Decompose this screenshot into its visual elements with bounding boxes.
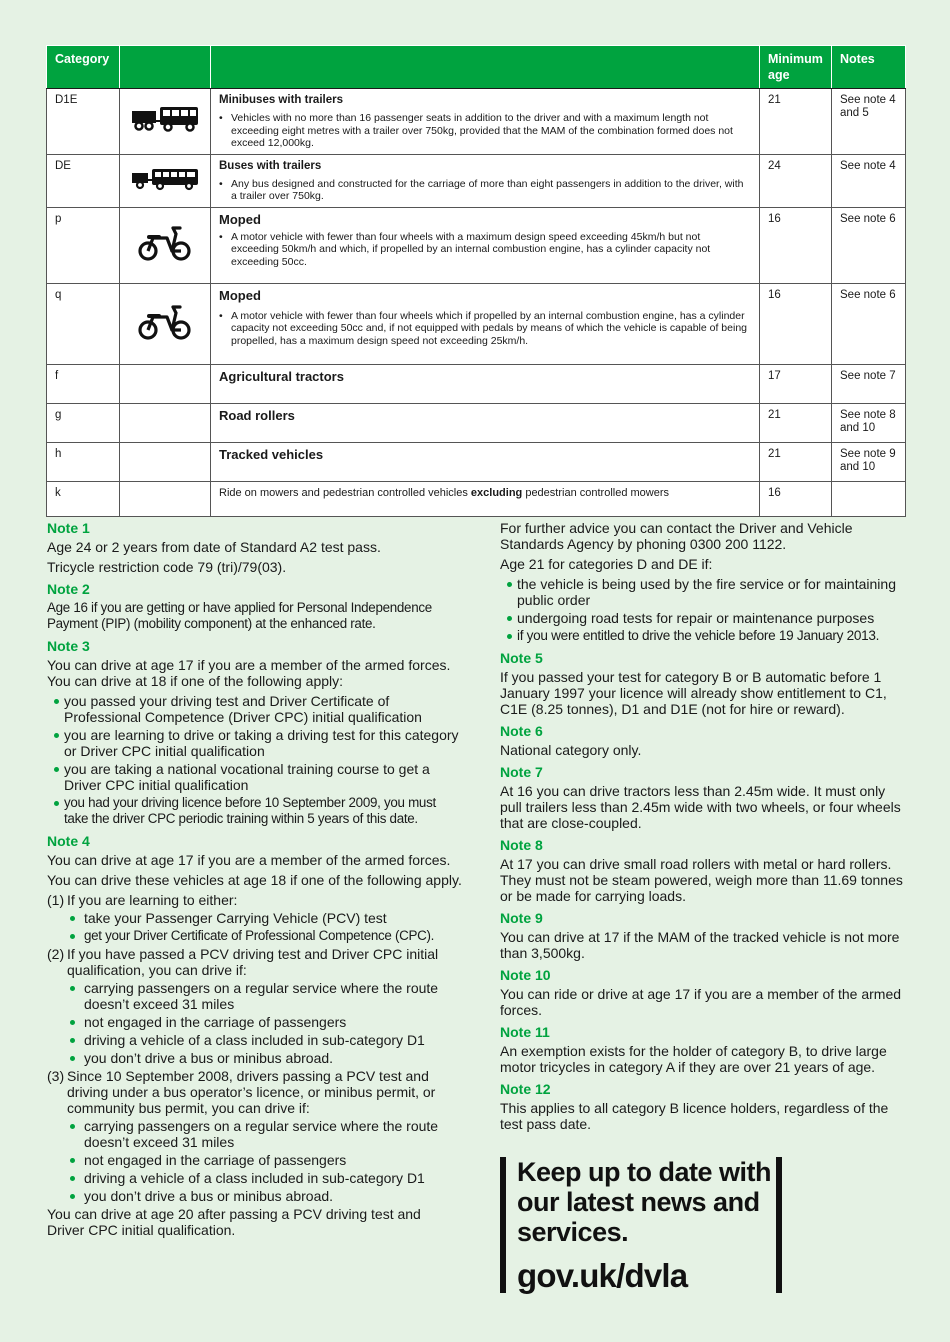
note-text: This applies to all category B licence holders, regardless of the test pass date. [500,1100,889,1132]
description-title: Tracked vehicles [219,446,324,462]
numbered-item [47,946,462,978]
table-row [47,207,906,283]
note-heading: Note 9 [500,910,543,926]
bullet-item: you are learning to drive or taking a driving test for this category or Driver CPC initial qualification [47,727,462,759]
note-text: Age 21 for categories D and DE if: [500,556,713,572]
sub-bullet-item: not engaged in the carriage of passengers [47,1014,462,1030]
note-heading: Note 5 [500,650,543,666]
minimum-age: 17 [760,364,832,403]
note-heading: Note 2 [47,581,90,597]
vehicle-icon-cell [120,207,211,283]
promo-box [500,1157,782,1293]
note-heading: Note 11 [500,1024,550,1040]
description-text: pedestrian controlled mowers [522,486,670,499]
category-code: h [47,442,120,481]
minimum-age: 16 [760,207,832,283]
category-description [211,207,760,283]
vehicle-category-table [46,45,906,517]
description-emphasis: excluding [470,486,523,499]
note-text: You can drive at age 20 after passing a PCV driving test and Driver CPC initial qualification. [47,1206,421,1238]
note-heading: Note 6 [500,723,543,739]
description-title: Minibuses with trailers [219,94,343,106]
note-text: At 16 you can drive tractors less than 2.45m wide. It must only pull trailers less than 2.45m wide with two wheels, or four wheels that are close-coupled. [500,783,901,831]
bus-trailer-icon [130,167,200,191]
category-code: k [47,481,120,516]
minimum-age: 24 [760,154,832,207]
category-code: q [47,283,120,364]
header-minimum-age: Minimum age [760,46,832,89]
notes-reference: See note 4 [832,154,906,207]
vehicle-icon-cell [120,403,211,442]
note-text: For further advice you can contact the Driver and Vehicle Standards Agency by phoning 0300 200 1122. [500,520,853,552]
note-heading: Note 1 [47,520,90,536]
moped-icon [136,224,194,262]
vehicle-icon-cell [120,442,211,481]
vehicle-icon-cell [120,154,211,207]
item-number: (3) [47,1068,65,1084]
note-text: National category only. [500,742,642,758]
notes-reference: See note 6 [832,283,906,364]
numbered-item [47,1068,462,1116]
note-text: You can ride or drive at age 17 if you are a member of the armed forces. [500,986,902,1018]
item-text: If you are learning to either: [67,892,238,908]
sub-bullet-item: carrying passengers on a regular service where the route doesn’t exceed 31 miles [47,980,462,1012]
note-text: Tricycle restriction code 79 (tri)/79(03). [47,559,287,575]
table-row [47,364,906,403]
description-title: Agricultural tractors [219,368,344,384]
bullet-item: if you were entitled to drive the vehicle before 19 January 2013. [500,628,910,644]
description-title: Buses with trailers [219,159,322,172]
note-heading: Note 12 [500,1081,551,1097]
item-text: Since 10 September 2008, drivers passing a PCV test and driving under a bus operator’s licence, or minibus permit, or community bus permit, you can drive if: [67,1068,436,1116]
item-number: (2) [47,946,65,962]
table-row [47,154,906,207]
item-text: If you have passed a PCV driving test and Driver CPC initial qualification, you can drive if: [67,946,439,978]
category-code: D1E [47,89,120,155]
minimum-age: 16 [760,481,832,516]
minibus-trailer-icon [130,105,200,133]
vehicle-icon-cell [120,283,211,364]
note-text: You can drive at age 17 if you are a member of the armed forces. You can drive at 18 if one of the following apply: [47,657,451,689]
promo-url-link[interactable]: gov.uk/dvla [517,1257,688,1294]
minimum-age: 21 [760,442,832,481]
sub-bullet-item: not engaged in the carriage of passengers [47,1152,462,1168]
header-category: Category [47,46,120,89]
header-description [211,46,760,89]
item-number: (1) [47,892,65,908]
bullet-item: you passed your driving test and Driver Certificate of Professional Competence (Driver CPC) initial qualification [47,693,462,725]
note-heading: Note 7 [500,764,543,780]
note-heading: Note 3 [47,638,90,654]
category-description [211,403,760,442]
sub-bullet-item: driving a vehicle of a class included in sub-category D1 [47,1032,462,1048]
promo-headline: Keep up to date with our latest news and services. [517,1157,772,1247]
note-text: If you passed your test for category B or B automatic before 1 January 1997 your licence will already show entitlement to C1, C1E (8.25 tonnes), D1 and D1E (not for hire or reward). [500,669,887,717]
minimum-age: 16 [760,283,832,364]
notes-right-column [500,520,910,1136]
table-row [47,442,906,481]
moped-icon [136,303,194,341]
header-notes: Notes [832,46,906,89]
sub-bullet-item: take your Passenger Carrying Vehicle (PCV) test [47,910,462,926]
note-text: At 17 you can drive small road rollers with metal or hard rollers. They must not be steam powered, weigh more than 11.69 tonnes or be made for carrying loads. [500,856,903,904]
sub-bullet-item: you don’t drive a bus or minibus abroad. [47,1050,462,1066]
sub-bullet-item: carrying passengers on a regular service where the route doesn’t exceed 31 miles [47,1118,462,1150]
bullet-item: undergoing road tests for repair or maintenance purposes [500,610,910,626]
vehicle-icon-cell [120,364,211,403]
note-heading: Note 10 [500,967,551,983]
notes-left-column [47,520,462,1242]
description-item: • A motor vehicle with fewer than four wheels with a maximum design speed exceeding 45km/h but not exceeding 50km/h and which, if propelled by an internal combustion engine, has a cylinder capacity not exceeding 50cc. [219,231,751,269]
header-icon [120,46,211,89]
description-item: • Vehicles with no more than 16 passenger seats in addition to the driver and with a maximum length not exceeding eight metres with a trailer over 750kg, provided that the MAM of the combination formed does not exceed 12,000kg. [219,112,751,150]
notes-reference: See note 6 [832,207,906,283]
bullet-item: you had your driving licence before 10 September 2009, you must take the driver CPC periodic training within 5 years of this date. [47,795,462,827]
note-text: You can drive at 17 if the MAM of the tracked vehicle is not more than 3,500kg. [500,929,900,961]
note-text: Age 24 or 2 years from date of Standard A2 test pass. [47,539,381,555]
category-code: DE [47,154,120,207]
notes-reference [832,481,906,516]
description-item: • Any bus designed and constructed for the carriage of more than eight passengers in addition to the driver, with a trailer over 750kg. [219,178,751,203]
category-description [211,154,760,207]
table-row [47,89,906,155]
note-text: You can drive at age 17 if you are a member of the armed forces. [47,852,451,868]
note-text: Age 16 if you are getting or have applied for Personal Independence Payment (PIP) (mobility component) at the enhanced rate. [47,600,432,631]
description-item: • A motor vehicle with fewer than four wheels which if propelled by an internal combustion engine, has a cylinder capacity not exceeding 50cc and, if not equipped with pedals by means of which the vehicle is capable of being propelled, has a maximum design speed not exceeding 25km/h. [219,310,751,348]
minimum-age: 21 [760,403,832,442]
numbered-item [47,892,462,908]
notes-reference: See note 7 [832,364,906,403]
vehicle-icon-cell [120,89,211,155]
category-description [211,89,760,155]
table-row [47,283,906,364]
table-row [47,481,906,516]
minimum-age: 21 [760,89,832,155]
notes-reference: See note 8 and 10 [832,403,906,442]
sub-bullet-item: you don’t drive a bus or minibus abroad. [47,1188,462,1204]
notes-reference: See note 9 and 10 [832,442,906,481]
category-code: p [47,207,120,283]
table-row [47,403,906,442]
category-description [211,364,760,403]
sub-bullet-item: get your Driver Certificate of Professional Competence (CPC). [47,928,462,944]
notes-reference: See note 4 and 5 [832,89,906,155]
note-text: You can drive these vehicles at age 18 if one of the following apply. [47,872,462,888]
description-title: Moped [219,211,261,227]
category-description [211,481,760,516]
note-heading: Note 4 [47,833,90,849]
note-text: An exemption exists for the holder of category B, to drive large motor tricycles in category A if they are over 21 years of age. [500,1043,887,1075]
category-code: g [47,403,120,442]
bullet-item: the vehicle is being used by the fire service or for maintaining public order [500,576,910,608]
note-heading: Note 8 [500,837,543,853]
category-code: f [47,364,120,403]
sub-bullet-item: driving a vehicle of a class included in sub-category D1 [47,1170,462,1186]
description-title: Road rollers [219,407,295,423]
description-text: Ride on mowers and pedestrian controlled vehicles [219,486,471,499]
bullet-item: you are taking a national vocational training course to get a Driver CPC initial qualification [47,761,462,793]
category-description [211,283,760,364]
vehicle-icon-cell [120,481,211,516]
description-title: Moped [219,287,261,303]
category-description [211,442,760,481]
